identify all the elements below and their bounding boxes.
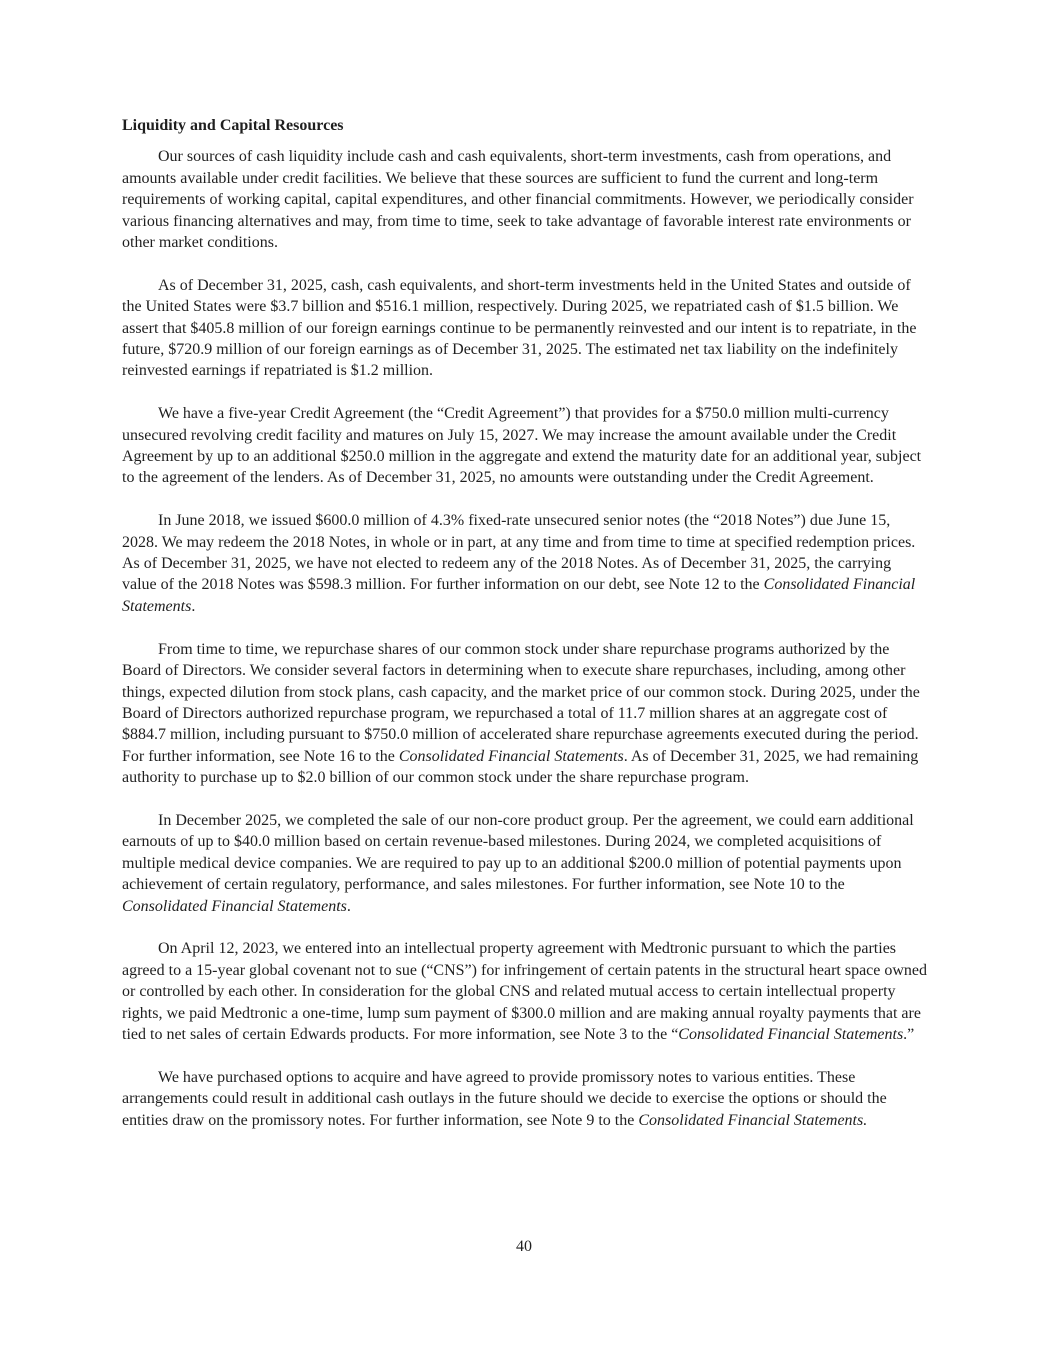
financial-statements-reference: Consolidated Financial Statements (398, 747, 624, 765)
page-number: 40 (516, 1238, 532, 1255)
paragraph-text: On April 12, 2023, we entered into an intellectual property agreement with Medtronic pursuant to which the parties agreed to a 15-year global covenant not to sue (“CNS”) for infringement of certain patents in the structural heart space owned or controlled by each other. In consideration for the global CNS and related mutual access to certain intellectual property rights, we paid Medtronic a one-time, lump sum payment of $300.0 million and are making annual royalty payments that are tied to net sales of certain Edwards products. For more information, see Note 3 to the “ (122, 940, 928, 1043)
paragraph-text: Our sources of cash liquidity include cash and cash equivalents, short-term investments, cash from operations, and amounts available under credit facilities. We believe that these sources are sufficient to fund the current and long-term requirements of working capital, capital expenditures, and other financial commitments. However, we periodically consider various financing alternatives and may, from time to time, seek to take advantage of favorable interest rate environments or other market conditions. (122, 148, 914, 252)
paragraph-cash-holdings (122, 275, 928, 382)
paragraph-share-repurchase (122, 639, 928, 789)
financial-statements-reference: Consolidated Financial Statements. (638, 1111, 868, 1129)
paragraph-text-end: . As of December 31, 2025, we had remaining authority to purchase up to $2.0 billion of our common stock under the share repurchase program. (122, 747, 919, 787)
document-page (122, 115, 928, 1152)
paragraph-senior-notes (122, 510, 928, 617)
paragraph-text: In June 2018, we issued $600.0 million of 4.3% fixed-rate unsecured senior notes (the “2018 Notes”) due June 15, 2028. We may redeem the 2018 Notes, in whole or in part, at any time and from time to time at specified redemption prices. As of December 31, 2025, we have not elected to redeem any of the 2018 Notes. As of December 31, 2025, the carrying value of the 2018 Notes was $598.3 million. For further information on our debt, see Note 12 to the (122, 512, 916, 594)
paragraph-acquisitions-divestitures (122, 810, 928, 917)
paragraph-credit-agreement (122, 403, 928, 489)
financial-statements-reference: Consolidated Financial Statements (122, 897, 347, 915)
paragraph-liquidity-sources (122, 146, 928, 253)
paragraph-text: We have a five-year Credit Agreement (the “Credit Agreement”) that provides for a $750.0 million multi-currency unsecured revolving credit facility and matures on July 15, 2027. We may increase the amount available under the Credit Agreement by up to an additional $250.0 million in the aggregate and extend the maturity date for an additional year, subject to the agreement of the lenders. As of December 31, 2025, no amounts were outstanding under the Credit Agreement. (122, 405, 922, 487)
paragraph-text: As of December 31, 2025, cash, cash equivalents, and short-term investments held in the United States and outside of the United States were $3.7 billion and $516.1 million, respectively. During 2025, we repatriated cash of $1.5 billion. We assert that $405.8 million of our foreign earnings continue to be permanently reinvested and our intent is to repatriate, in the future, $720.9 million of our foreign earnings as of December 31, 2025. The estimated net tax liability on the indefinitely reinvested earnings if repatriated is $1.2 million. (122, 276, 917, 380)
financial-statements-reference: Consolidated Financial Statements (678, 1025, 904, 1043)
section-heading: Liquidity and Capital Resources (122, 117, 344, 134)
paragraph-text: In December 2025, we completed the sale of our non-core product group. Per the agreement, we could earn additional earnouts of up to $40.0 million based on certain revenue-based milestones. During 2024, we completed acquisitions of multiple medical device companies. We are required to pay up to an additional $200.0 million of potential payments upon achievement of certain regulatory, performance, and sales milestones. For further information, see Note 10 to the (122, 811, 914, 894)
paragraph-text-end: . (191, 597, 196, 615)
paragraph-text: We have purchased options to acquire and have agreed to provide promissory notes to various entities. These arrangements could result in additional cash outlays in the future should we decide to exercise the options or should the entities draw on the promissory notes. For further information, see Note 9 to the (122, 1068, 887, 1129)
paragraph-text-end: . (346, 897, 351, 915)
paragraph-medtronic-agreement (122, 938, 928, 1045)
financial-statements-reference: Consolidated Financial Statements (122, 576, 916, 615)
paragraph-text: From time to time, we repurchase shares of our common stock under share repurchase programs authorized by the Board of Directors. We consider several factors in determining when to execute share repurchases, including, among other things, expected dilution from stock plans, cash capacity, and the market price of our common stock. During 2025, under the Board of Directors authorized repurchase program, we repurchased a total of 11.7 million shares at an aggregate cost of $884.7 million, including pursuant to $750.0 million of accelerated share repurchase agreements executed during the period. For further information, see Note 16 to the (122, 640, 920, 765)
paragraph-text-end: .” (903, 1025, 915, 1043)
paragraph-promissory-notes (122, 1067, 928, 1131)
